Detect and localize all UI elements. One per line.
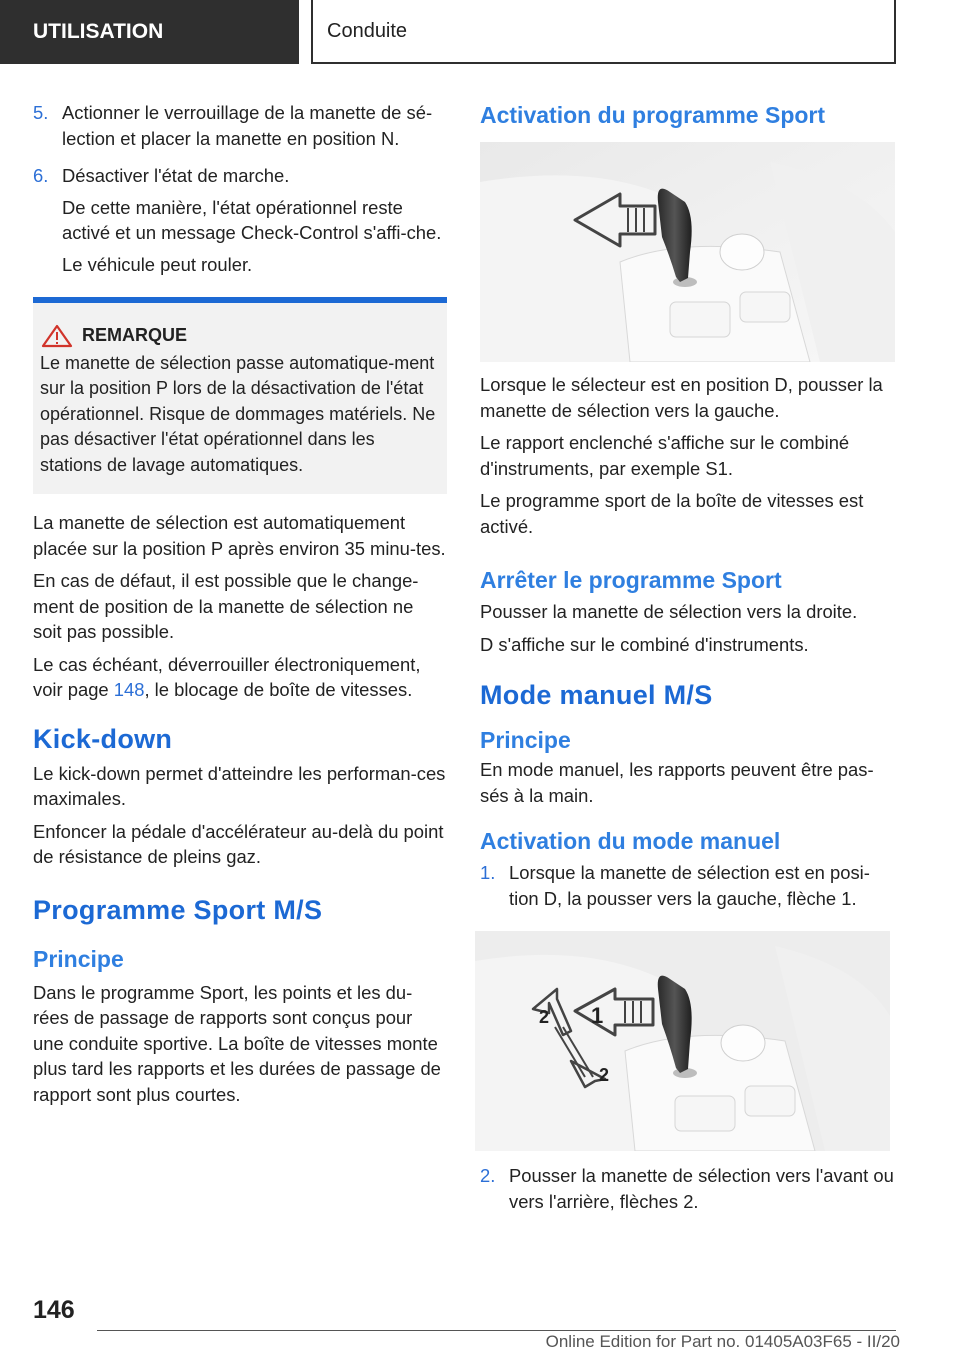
step-5 bbox=[33, 100, 447, 157]
paragraph-unlock-text-end: , le blocage de boîte de vitesses. bbox=[144, 679, 413, 700]
step-6-number: 6. bbox=[33, 165, 49, 186]
heading-activation-sport: Activation du programme Sport bbox=[480, 102, 826, 128]
paragraph-auto-p: La manette de sélection est automatiquement placée sur la position P après environ 35 minu-tes. bbox=[33, 512, 446, 559]
manual-step-1 bbox=[480, 860, 895, 917]
stop-text-1: Pousser la manette de sélection vers la droite. bbox=[480, 601, 858, 622]
manual-principe-text: En mode manuel, les rapports peuvent être pas-sés à la main. bbox=[480, 759, 874, 806]
heading-stop-sport: Arrêter le programme Sport bbox=[480, 567, 782, 593]
arrow-1-label: 1 bbox=[591, 1003, 604, 1028]
page-link-148[interactable]: 148 bbox=[113, 679, 145, 700]
arrow-2-label-top: 2 bbox=[539, 1007, 550, 1027]
step-5-text: Actionner le verrouillage de la manette de sé-lection et placer la manette en position N. bbox=[62, 102, 433, 149]
kickdown-text-1: Le kick-down permet d'atteindre les performan-ces maximales. bbox=[33, 762, 446, 809]
warning-note-text: Le manette de sélection passe automatique-ment sur la position P lors de la désactivation de l'état opérationnel. Risque de dommages matériels. Ne pas désactiver l'état opérationnel dans les stations de lavage automatiques. bbox=[40, 352, 436, 475]
manual-step-2-number: 2. bbox=[480, 1165, 496, 1186]
manual-step-1-number: 1. bbox=[480, 862, 496, 883]
step-6-detail-1: De cette manière, l'état opérationnel reste activé et un message Check-Control s'affi-che. bbox=[62, 196, 442, 243]
warning-triangle-icon bbox=[40, 324, 74, 348]
step-6-detail-2: Le véhicule peut rouler. bbox=[62, 253, 253, 275]
right-column bbox=[480, 100, 895, 1226]
activation-text-2: Le rapport enclenché s'affiche sur le combiné d'instruments, par exemple S1. bbox=[480, 432, 850, 479]
stop-text-2: D s'affiche sur le combiné d'instruments. bbox=[480, 633, 809, 655]
principe-text: Dans le programme Sport, les points et les du-rées de passage de rapports sont conçus pour une conduite sportive. La boîte de vitesses monte plus tard les rapports et les durées de passage de rapport sont plus courtes. bbox=[33, 981, 441, 1105]
header-chapter bbox=[311, 0, 896, 64]
step-5-number: 5. bbox=[33, 102, 49, 123]
warning-note-header bbox=[40, 323, 439, 349]
heading-manual-mode: Mode manuel M/S bbox=[480, 680, 713, 710]
manual-step-2 bbox=[480, 1163, 895, 1220]
activation-text-3: Le programme sport de la boîte de vitesses est activé. bbox=[480, 490, 864, 537]
page-number: 146 bbox=[33, 1296, 75, 1324]
manual-step-1-text: Lorsque la manette de sélection est en posi-tion D, la pousser vers la gauche, flèche 1. bbox=[509, 862, 870, 909]
footer-edition: Online Edition for Part no. 01405A03F65 - II/20 bbox=[545, 1332, 900, 1351]
footer-divider bbox=[97, 1330, 896, 1331]
activation-text-1: Lorsque le sélecteur est en position D, pousser la manette de sélection vers la gauche. bbox=[480, 374, 883, 421]
paragraph-defect: En cas de défaut, il est possible que le change-ment de position de la manette de sélection ne soit pas possible. bbox=[33, 570, 419, 642]
step-6-text: Désactiver l'état de marche. bbox=[62, 165, 290, 186]
gear-selector-left-image bbox=[480, 142, 895, 362]
heading-sport-ms: Programme Sport M/S bbox=[33, 894, 323, 925]
heading-manual-principe: Principe bbox=[480, 727, 571, 753]
paragraph-unlock bbox=[33, 652, 447, 703]
warning-note bbox=[33, 297, 447, 494]
header-section-label: UTILISATION bbox=[33, 20, 164, 43]
header-section bbox=[0, 0, 299, 64]
left-column bbox=[33, 100, 447, 1114]
warning-note-title: REMARQUE bbox=[82, 325, 188, 345]
arrow-2-label-bottom: 2 bbox=[599, 1065, 610, 1085]
header-chapter-label: Conduite bbox=[327, 19, 408, 42]
heading-principe: Principe bbox=[33, 945, 124, 972]
kickdown-text-2: Enfoncer la pédale d'accélérateur au-delà du point de résistance de pleins gaz. bbox=[33, 820, 444, 867]
heading-manual-activation: Activation du mode manuel bbox=[480, 828, 781, 854]
paragraph-unlock-text: Le cas échéant, déverrouiller électroniquement, voir page bbox=[33, 653, 421, 700]
gear-selector-manual-image bbox=[475, 931, 890, 1151]
step-6 bbox=[33, 163, 447, 283]
manual-step-2-text: Pousser la manette de sélection vers l'avant ou vers l'arrière, flèches 2. bbox=[509, 1165, 894, 1212]
heading-kickdown: Kick-down bbox=[33, 723, 173, 754]
